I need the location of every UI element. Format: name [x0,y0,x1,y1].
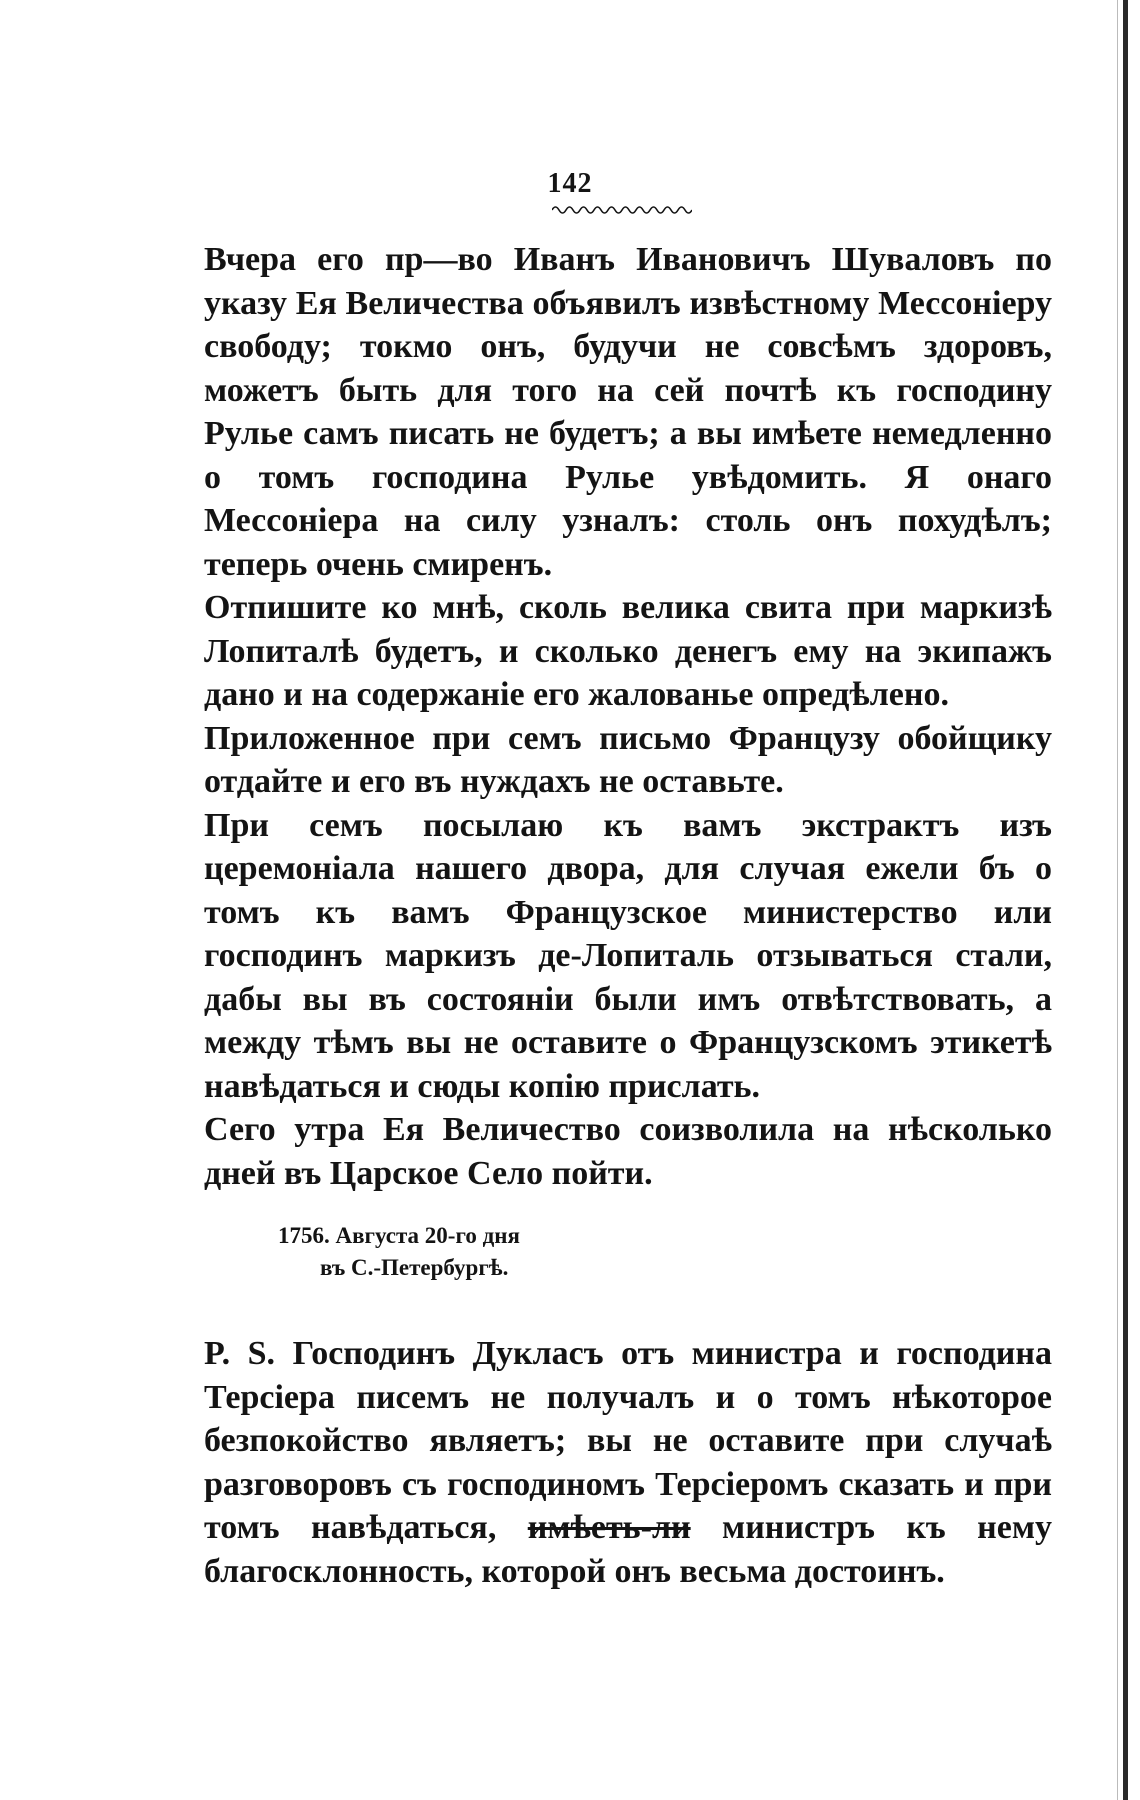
paragraph-5: Сего утра Ея Величество соизволила на нѣсколько дней въ Царское Село пойти. [204,1111,1052,1192]
paragraph-1: Вчера его пр—во Иванъ Ивановичъ Шуваловъ по указу Ея Величества объявилъ извѣстному Мессоніеру свободу; токмо онъ, будучи не совсѣмъ здоровъ, можетъ быть для того на сей почтѣ къ господину Рулье самъ писать не будетъ; а вы имѣете немедленно о томъ господина Рулье увѣдомить. Я онаго Мессоніера на силу узналъ: столь онъ похудѣлъ; теперь очень смиренъ. [204,241,1052,583]
page-edge [1123,0,1128,1800]
postscript [204,1332,1052,1593]
paragraph-3: Приложенное при семъ письмо Французу обойщику отдайте и его въ нуждахъ не оставьте. [204,719,1052,800]
signature-place-line: въ С.-Петербургѣ. [320,1255,509,1280]
postscript-text-after: министръ къ нему благосклонность, которой онъ весьма достоинъ. [204,1509,1052,1590]
paragraph-2: Отпишите ко мнѣ, сколь велика свита при маркизѣ Лопиталѣ будетъ, и сколько денегъ ему на экипажъ дано и на содержаніе его жалованье опредѣлено. [204,589,1052,713]
postscript-text-before: P. S. Господинъ Дукласъ отъ министра и господина Терсіера писемъ не получалъ и о томъ нѣкоторое безпокойство являетъ; вы не оставите при случаѣ разговоровъ съ господиномъ Терсіеромъ сказать и при томъ навѣдаться, [204,1335,1052,1546]
postscript-struck-text: имѣеть-ли [527,1509,691,1546]
paragraph-4: При семъ посылаю къ вамъ экстрактъ изъ церемоніала нашего двора, для случая ежели бъ о томъ къ вамъ Французское министерство или господинъ маркизъ де-Лопиталь отзываться стали, дабы вы въ состояніи были имъ отвѣтствовать, а между тѣмъ вы не оставите о Французскомъ этикетѣ навѣдаться и сюды копію прислать. [204,806,1052,1105]
page-edge-shadow [1117,0,1118,1800]
date-signature [278,1220,520,1284]
page-number: 142 [547,168,593,199]
wavy-rule-ornament-icon [552,204,692,216]
signature-date-line: 1756. Августа 20-го дня [278,1223,520,1248]
letter-body [204,238,1052,1195]
